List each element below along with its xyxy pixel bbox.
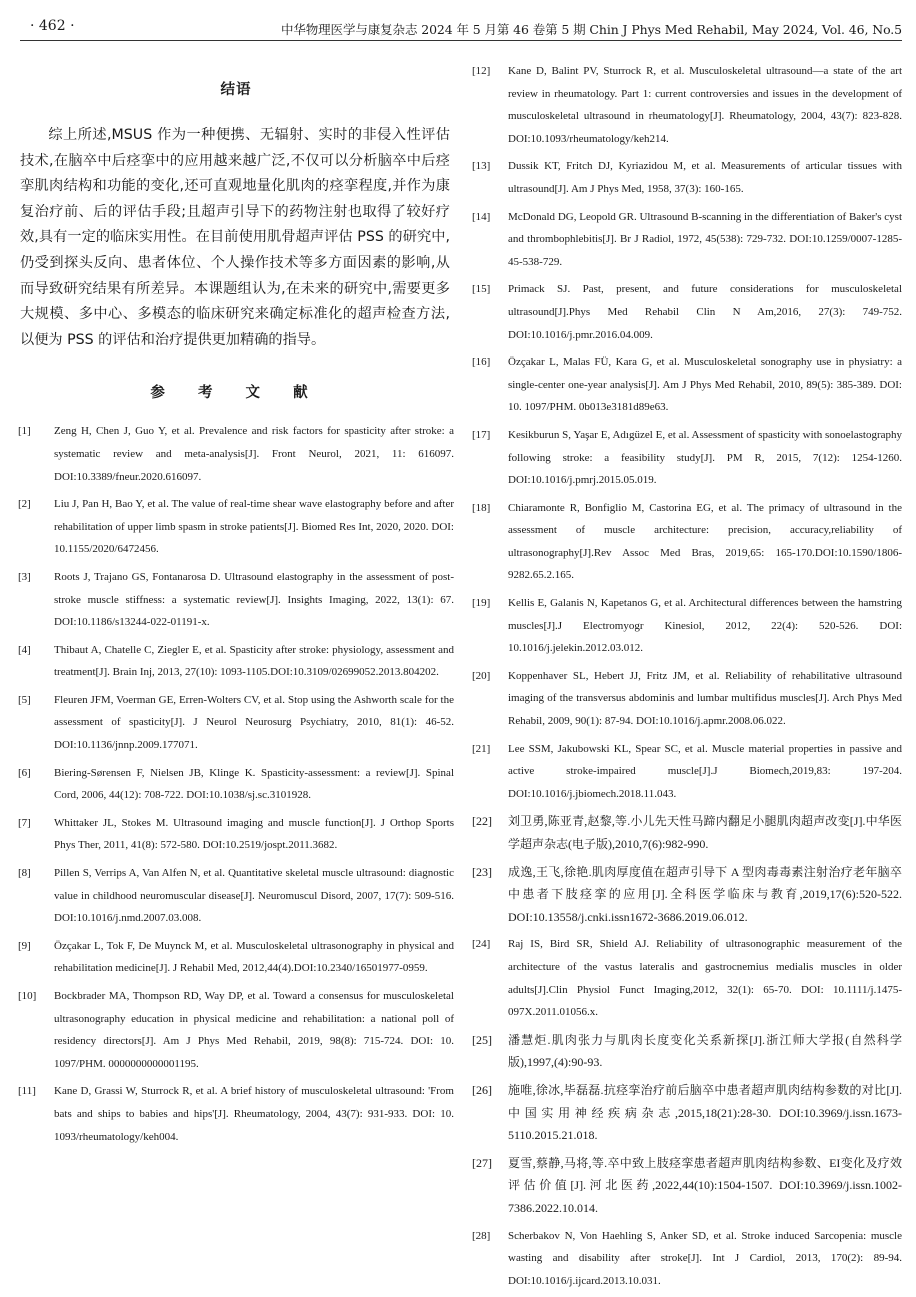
- references-title: 参 考 文 献: [150, 384, 322, 402]
- header-rule: [20, 40, 902, 41]
- reference-text: McDonald DG, Leopold GR. Ultrasound B-scanning in the differentiation of Baker's cyst and thrombophlebitis[J]. Br J Radiol, 1972, 45(538): 729-732. DOI:10.1259/0007-1285-45-538-729.: [508, 210, 902, 268]
- reference-number: [5]: [18, 693, 31, 706]
- running-head: 中华物理医学与康复杂志 2024 年 5 月第 46 卷第 5 期 Chin J Phys Med Rehabil, May 2024, Vol. 46, No.5: [280, 22, 902, 37]
- reference-item: [18, 639, 454, 684]
- reference-number: [1]: [18, 425, 31, 438]
- references-list-left: [18, 420, 454, 1148]
- reference-item: [472, 738, 902, 806]
- reference-item: [18, 985, 454, 1075]
- reference-item: [472, 278, 902, 346]
- reference-number: [9]: [18, 939, 31, 952]
- reference-number: [4]: [18, 643, 31, 656]
- references-list-right: [472, 60, 902, 1292]
- reference-number: [25]: [472, 1032, 492, 1047]
- reference-number: [16]: [472, 356, 491, 369]
- reference-item: [472, 592, 902, 660]
- reference-item: [18, 493, 454, 561]
- reference-number: [11]: [18, 1085, 36, 1098]
- reference-number: [27]: [472, 1155, 492, 1170]
- reference-number: [19]: [472, 597, 491, 610]
- reference-text: Biering-Sørensen F, Nielsen JB, Klinge K. Spasticity-assessment: a review[J]. Spinal Cord, 2006, 44(12): 708-722. DOI:10.1038/sj.sc.3101928.: [54, 766, 454, 802]
- reference-text: 成逸,王飞,徐艳.肌肉厚度值在超声引导下 A 型肉毒毒素注射治疗老年脑卒中患者下肢痉挛的应用[J].全科医学临床与教育,2019,17(6):520-522. DOI:10.13558/j.cnki.issn1672-3686.2019.06.012.: [508, 864, 902, 924]
- reference-item: [18, 935, 454, 980]
- reference-number: [21]: [472, 742, 491, 755]
- reference-item: [18, 689, 454, 757]
- page-header: [30, 16, 902, 40]
- reference-number: [2]: [18, 498, 31, 511]
- reference-text: Kesikburun S, Yaşar E, Adıgüzel E, et al. Assessment of spasticity with sonoelastography following stroke: a feasibility study[J]. PM R, 2015, 7(12): 1254-1260. DOI:10.1016/j.pmrj.2015.05.019.: [508, 428, 902, 487]
- reference-text: Liu J, Pan H, Bao Y, et al. The value of real-time shear wave elastography before and after rehabilitation of upper limb spasm in stroke patients[J]. Biomed Res Int, 2020, 2020. DOI: 10.1155/2020/6472456.: [54, 498, 454, 556]
- page-number: · 462 ·: [30, 18, 75, 34]
- reference-text: 潘慧炬.肌肉张力与肌肉长度变化关系新探[J].浙江师大学报(自然科学版),1997,(4):90-93.: [508, 1032, 902, 1070]
- reference-item: [472, 1079, 902, 1147]
- reference-item: [472, 155, 902, 200]
- reference-text: 夏雪,蔡静,马将,等.卒中致上肢痉挛患者超声肌肉结构参数、EI变化及疗效评估价值[J].河北医药,2022,44(10):1504-1507. DOI:10.3969/j.issn.1002-7386.2022.10.014.: [508, 1155, 902, 1215]
- reference-text: Dussik KT, Fritch DJ, Kyriazidou M, et al. Measurements of articular tissues with ultrasound[J]. Am J Phys Med, 1958, 37(3): 160-165.: [508, 160, 902, 195]
- reference-text: Zeng H, Chen J, Guo Y, et al. Prevalence and risk factors for spasticity after stroke: a systematic review and meta-analysis[J]. Front Neurol, 2021, 11: 616097. DOI:10.3389/fneur.2020.616097.: [54, 425, 454, 483]
- reference-number: [14]: [472, 210, 491, 223]
- reference-text: Primack SJ. Past, present, and future considerations for musculoskeletal ultrasound[J].Phys Med Rehabil Clin N Am,2016, 27(3): 749-752. DOI:10.1016/j.pmr.2016.04.009.: [508, 283, 902, 341]
- reference-text: Koppenhaver SL, Hebert JJ, Fritz JM, et al. Reliability of rehabilitative ultrasound imaging of the transversus abdominis and lumbar multifidus muscles[J]. Arch Phys Med Rehabil, 2009, 90(1): 87-94. DOI:10.1016/j.apmr.2008.06.022.: [508, 669, 902, 728]
- reference-number: [7]: [18, 816, 31, 829]
- reference-text: Fleuren JFM, Voerman GE, Erren-Wolters CV, et al. Stop using the Ashworth scale for the assessment of spasticity[J]. J Neurol Neurosurg Psychiatry, 2010, 81(1): 46-52. DOI:10.1136/jnnp.2009.177071.: [54, 693, 454, 752]
- reference-item: [18, 862, 454, 930]
- reference-item: [472, 1152, 902, 1220]
- left-column: [18, 56, 454, 1153]
- reference-item: [472, 206, 902, 274]
- conclusion-paragraph: 综上所述,MSUS 作为一种便携、无辐射、实时的非侵入性评估技术,在脑卒中后痉挛中的应用越来越广泛,不仅可以分析脑卒中后痉挛肌肉结构和功能的变化,还可直观地量化肌肉的痉挛程度,并作为康复治疗前、后的评估手段;且超声引导下的药物注射也取得了较好疗效,具有一定的临床实用性。在目前使用肌骨超声评估 PSS 的研究中,仍受到探头反向、患者体位、个人操作技术等多方面因素的影响,从而导致研究结果有所差异。本课题组认为,在未来的研究中,需要更多大规模、多中心、多模态的临床研究来确定标准化的超声检查方法,以便为 PSS 的评估和治疗提供更加精确的指导。: [20, 127, 450, 348]
- reference-number: [13]: [472, 160, 491, 173]
- reference-number: [26]: [472, 1082, 492, 1097]
- reference-text: Scherbakov N, Von Haehling S, Anker SD, et al. Stroke induced Sarcopenia: muscle wasting and disability after stroke[J]. Int J Cardiol, 2013, 170(2): 89-94. DOI:10.1016/j.ijcard.2013.10.031.: [508, 1229, 902, 1287]
- reference-text: Bockbrader MA, Thompson RD, Way DP, et al. Toward a consensus for musculoskeletal ultrasonography education in physical medicine and rehabilitation: a national poll of residency directors[J]. Am J Phys Med Rehabil, 2019, 98(8): 715-724. DOI: 10. 1097/PHM. 0000000000001195.: [54, 990, 454, 1070]
- reference-number: [10]: [18, 990, 37, 1002]
- reference-number: [17]: [472, 428, 491, 441]
- right-column: [472, 60, 902, 1297]
- reference-item: [472, 861, 902, 929]
- reference-text: Lee SSM, Jakubowski KL, Spear SC, et al. Muscle material properties in passive and active stroke-impaired muscle[J].J Biomech,2019,83: 197-204. DOI:10.1016/j.jbiomech.2018.11.043.: [508, 742, 902, 800]
- reference-number: [3]: [18, 570, 31, 583]
- reference-item: [472, 351, 902, 419]
- reference-item: [472, 60, 902, 150]
- reference-number: [8]: [18, 867, 31, 880]
- reference-number: [22]: [472, 814, 492, 829]
- reference-item: [18, 762, 454, 807]
- reference-text: Raj IS, Bird SR, Shield AJ. Reliability of ultrasonographic measurement of the architecture of the vastus lateralis and gastrocnemius medialis muscles in older adults[J].Clin Physiol Funct Imaging,2012, 32(1): 65-70. DOI: 10.1111/j.1475-097X.2011.01056.x.: [508, 938, 902, 1019]
- reference-text: Thibaut A, Chatelle C, Ziegler E, et al. Spasticity after stroke: physiology, assessment and treatment[J]. Brain Inj, 2013, 27(10): 1093-1105.DOI:10.3109/02699052.2013.804202.: [54, 643, 454, 679]
- conclusion-title: 结语: [220, 81, 252, 98]
- reference-number: [12]: [472, 65, 491, 77]
- reference-text: Kellis E, Galanis N, Kapetanos G, et al. Architectural differences between the hamstring muscles[J].J Electromyogr Kinesiol, 2012, 22(4): 520-526. DOI: 10.1016/j.jelekin.2012.03.012.: [508, 597, 902, 655]
- reference-text: Kane D, Balint PV, Sturrock R, et al. Musculoskeletal ultrasound—a state of the art review in rheumatology. Part 1: current controversies and issues in the development of musculoskeletal ultrasound in rheumatology[J]. Rheumatology, 2004, 43(7): 823-828. DOI:10.1093/rheumatology/keh214.: [508, 65, 902, 145]
- reference-item: [472, 424, 902, 492]
- reference-item: [18, 1080, 454, 1148]
- reference-number: [23]: [472, 864, 492, 879]
- reference-text: Kane D, Grassi W, Sturrock R, et al. A brief history of musculoskeletal ultrasound: 'From bats and ships to babies and hips'[J]. Rheumatology, 2004, 43(7): 931-933. DOI: 10. 1093/rheumatology/keh004.: [54, 1085, 454, 1143]
- reference-item: [472, 497, 902, 587]
- reference-item: [472, 1225, 902, 1293]
- reference-item: [18, 812, 454, 857]
- reference-item: [472, 810, 902, 855]
- reference-item: [472, 665, 902, 733]
- reference-item: [472, 933, 902, 1023]
- reference-text: Özçakar L, Tok F, De Muynck M, et al. Musculoskeletal ultrasonography in physical and rehabilitation medicine[J]. J Rehabil Med, 2012,44(4).DOI:10.2340/16501977-0959.: [54, 939, 454, 975]
- reference-number: [18]: [472, 501, 491, 514]
- reference-text: Roots J, Trajano GS, Fontanarosa D. Ultrasound elastography in the assessment of post-stroke muscle stiffness: a systematic review[J]. Insights Imaging, 2022, 13(1): 67. DOI:10.1186/s13244-022-01191-x.: [54, 570, 454, 629]
- reference-text: 刘卫勇,陈亚青,赵黎,等.小儿先天性马蹄内翻足小腿肌肉超声改变[J].中华医学超声杂志(电子版),2010,7(6):982-990.: [508, 814, 902, 851]
- reference-number: [15]: [472, 283, 491, 296]
- reference-text: Pillen S, Verrips A, Van Alfen N, et al. Quantitative skeletal muscle ultrasound: diagnostic value in childhood neuromuscular disease[J]. Neuromuscul Disord, 2007, 17(7): 509-516. DOI:10.1016/j.nmd.2007.03.008.: [54, 867, 454, 925]
- reference-number: [20]: [472, 669, 491, 682]
- reference-text: Özçakar L, Malas FÜ, Kara G, et al. Musculoskeletal sonography use in physiatry: a single-center one-year analysis[J]. Am J Phys Med Rehabil, 2010, 89(5): 385-389. DOI: 10. 1097/PHM. 0b013e3181d89e63.: [508, 356, 902, 414]
- reference-number: [28]: [472, 1229, 491, 1242]
- reference-item: [18, 566, 454, 634]
- reference-number: [24]: [472, 938, 491, 951]
- reference-number: [6]: [18, 766, 31, 779]
- reference-item: [18, 420, 454, 488]
- reference-item: [472, 1029, 902, 1074]
- reference-text: Chiaramonte R, Bonfiglio M, Castorina EG, et al. The primacy of ultrasound in the assessment of muscle architecture: precision, accuracy,reliability of ultrasonography[J].Rev Assoc Med Bras, 2019,65: 165-170.DOI:10.1590/1806-9282.65.2.165.: [508, 501, 902, 582]
- reference-text: Whittaker JL, Stokes M. Ultrasound imaging and muscle function[J]. J Orthop Sports Phys Ther, 2011, 41(8): 572-580. DOI:10.2519/jospt.2011.3682.: [54, 816, 454, 852]
- reference-text: 施唯,徐冰,毕磊磊.抗痉挛治疗前后脑卒中患者超声肌肉结构参数的对比[J].中国实用神经疾病杂志,2015,18(21):28-30. DOI:10.3969/j.issn.1673-5110.2015.21.018.: [508, 1082, 902, 1143]
